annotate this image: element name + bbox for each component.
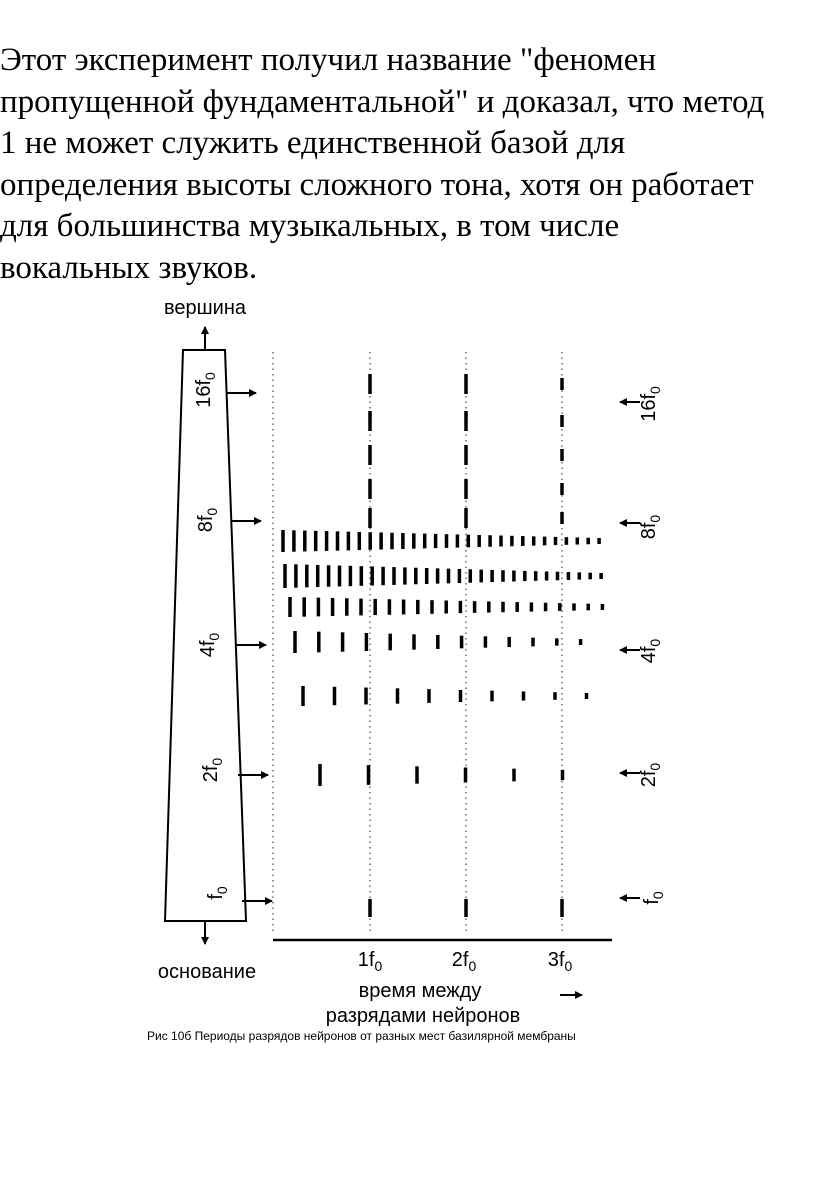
discharge-mark (488, 535, 492, 547)
discharge-mark (490, 691, 494, 702)
discharge-mark (487, 601, 491, 612)
discharge-mark (544, 603, 548, 612)
guide-lines (273, 352, 562, 933)
discharge-mark (522, 691, 526, 700)
discharge-mark (545, 571, 549, 580)
discharge-mark (521, 536, 525, 546)
discharge-mark (370, 566, 374, 585)
paragraph-line: вокальных звуков. (0, 249, 258, 286)
discharge-mark (412, 533, 416, 548)
discharge-mark (467, 535, 471, 548)
discharge-mark (534, 571, 538, 581)
discharge-mark (368, 374, 372, 394)
discharge-mark (401, 533, 405, 549)
discharge-mark (501, 570, 505, 582)
discharge-mark (464, 374, 468, 394)
discharge-mark (412, 634, 416, 649)
discharge-mark (473, 601, 477, 613)
membrane-arrows (226, 393, 272, 901)
discharge-mark (558, 603, 562, 611)
discharge-mark (444, 601, 448, 614)
apex-label: вершина (163, 297, 247, 319)
discharge-mark (288, 597, 292, 617)
discharge-mark (585, 693, 589, 699)
discharge-mark (434, 534, 438, 548)
discharge-mark (560, 415, 564, 427)
discharge-mark (555, 638, 559, 645)
discharge-mark (331, 598, 335, 616)
discharge-mark (543, 537, 547, 546)
discharge-mark (512, 769, 516, 782)
discharge-mark (532, 536, 536, 545)
discharge-mark (345, 598, 349, 615)
discharge-mark (510, 536, 514, 546)
discharge-mark (479, 570, 483, 583)
membrane-label-16f0: $16f_0$ (193, 372, 218, 408)
discharge-mark (499, 536, 503, 547)
discharge-mark (456, 534, 460, 547)
discharge-mark (305, 565, 309, 588)
discharge-mark (338, 566, 342, 587)
discharge-mark (302, 597, 306, 616)
discharge-mark (459, 690, 463, 702)
discharge-mark (560, 512, 564, 524)
discharge-mark (403, 567, 407, 584)
membrane-label-2f0: $2f_0$ (200, 757, 225, 783)
right-label-f0: $f_0$ (641, 891, 666, 905)
discharge-mark (368, 899, 372, 917)
discharge-mark (359, 599, 363, 616)
discharge-mark (576, 537, 580, 544)
discharge-mark (325, 531, 329, 551)
discharge-mark (588, 573, 592, 580)
right-arrows (620, 402, 640, 898)
discharge-mark (349, 566, 353, 586)
discharge-mark (327, 565, 331, 587)
discharge-mark (458, 569, 462, 583)
discharge-mark (294, 564, 298, 587)
discharge-mark (392, 567, 396, 585)
discharge-mark (531, 638, 535, 647)
discharge-mark (490, 570, 494, 582)
discharge-mark (365, 633, 369, 651)
membrane-label-f0: $f_0$ (205, 886, 230, 900)
discharge-marks (281, 374, 604, 917)
discharge-mark (381, 567, 385, 585)
discharge-mark (317, 632, 321, 653)
discharge-mark (423, 534, 427, 549)
discharge-mark (390, 533, 394, 549)
discharge-mark (560, 899, 564, 917)
discharge-mark (507, 637, 511, 647)
discharge-mark (368, 508, 372, 528)
discharge-mark (464, 411, 468, 431)
discharge-mark (427, 689, 431, 703)
figure-caption: Рис 10б Периоды разрядов нейронов от разных мест базилярной мембраны (147, 1029, 576, 1043)
discharge-mark (464, 768, 468, 783)
discharge-mark (368, 411, 372, 431)
discharge-mark (560, 483, 564, 495)
tick-1f0: $1f_0$ (357, 949, 383, 974)
right-label-8f0: $8f_0$ (638, 514, 663, 540)
discharge-mark (567, 572, 571, 580)
discharge-mark (579, 639, 583, 645)
paragraph-line: определения высоты сложного тона, хотя он работает (0, 166, 754, 203)
discharge-mark (415, 766, 419, 783)
discharge-mark (414, 568, 418, 585)
discharge-mark (336, 531, 340, 550)
discharge-mark (586, 538, 590, 545)
discharge-mark (358, 532, 362, 550)
axis-label-line1: время между (358, 980, 482, 1002)
discharge-mark (367, 765, 371, 785)
discharge-mark (512, 571, 516, 582)
discharge-mark (388, 634, 392, 651)
discharge-mark (316, 565, 320, 587)
right-label-16f0: $16f_0$ (638, 386, 663, 422)
discharge-mark (501, 602, 505, 612)
discharge-mark (459, 601, 463, 613)
discharge-mark (368, 532, 372, 550)
discharge-mark (396, 688, 400, 703)
discharge-mark (318, 764, 322, 786)
discharge-mark (484, 636, 488, 647)
discharge-mark (416, 600, 420, 614)
discharge-mark (601, 604, 605, 610)
tick-2f0: $2f_0$ (451, 949, 477, 974)
discharge-mark (560, 449, 564, 461)
discharge-mark (572, 603, 576, 610)
discharge-mark (430, 600, 434, 614)
discharge-mark (460, 636, 464, 649)
discharge-mark (402, 600, 406, 615)
right-label-2f0: $2f_0$ (638, 762, 663, 788)
discharge-mark (283, 564, 287, 588)
discharge-mark (379, 532, 383, 549)
paragraph-line: Этот эксперимент получил название "феномен (0, 42, 657, 78)
discharge-mark (464, 899, 468, 917)
discharge-mark (597, 538, 601, 544)
discharge-mark (586, 604, 590, 611)
discharge-mark (578, 572, 582, 579)
discharge-mark (293, 631, 297, 653)
discharge-mark (373, 599, 377, 615)
discharge-mark (314, 531, 318, 551)
discharge-mark (368, 445, 372, 465)
discharge-mark (360, 566, 364, 586)
discharge-mark (464, 508, 468, 528)
discharge-mark (364, 688, 368, 705)
discharge-mark (515, 602, 519, 612)
axis-label-line2: разрядами нейронов (325, 1005, 521, 1027)
paragraph-line: для большинства музыкальных, в том числе (0, 208, 620, 244)
discharge-mark (368, 479, 372, 499)
discharge-mark (436, 635, 440, 649)
discharge-mark (292, 530, 296, 551)
membrane-label-4f0: $4f_0$ (197, 632, 222, 658)
discharge-mark (553, 692, 557, 700)
discharge-mark (530, 602, 534, 611)
right-label-4f0: $4f_0$ (638, 638, 663, 664)
discharge-mark (464, 445, 468, 465)
discharge-mark (281, 530, 285, 552)
discharge-mark (565, 537, 569, 545)
discharge-mark (560, 378, 564, 390)
paragraph-line: 1 не может служить единственной базой для (0, 125, 626, 161)
discharge-mark (388, 599, 392, 615)
discharge-mark (303, 531, 307, 552)
membrane-label-8f0: $8f_0$ (195, 507, 220, 533)
base-label: основание (157, 961, 257, 983)
discharge-mark (561, 770, 565, 780)
discharge-mark (445, 534, 449, 548)
discharge-mark (333, 687, 337, 705)
discharge-mark (447, 569, 451, 584)
tick-3f0: $3f_0$ (547, 949, 573, 974)
discharge-mark (469, 569, 473, 582)
discharge-mark (317, 598, 321, 617)
discharge-mark (464, 479, 468, 499)
discharge-mark (436, 568, 440, 583)
discharge-mark (301, 686, 305, 706)
discharge-mark (341, 632, 345, 651)
discharge-mark (556, 572, 560, 580)
paragraph-line: пропущенной фундаментальной" и доказал, что метод (0, 83, 765, 120)
discharge-mark (599, 573, 603, 579)
discharge-mark (477, 535, 481, 547)
discharge-mark (523, 571, 527, 581)
discharge-mark (347, 532, 351, 551)
discharge-mark (425, 568, 429, 584)
discharge-mark (554, 537, 558, 545)
